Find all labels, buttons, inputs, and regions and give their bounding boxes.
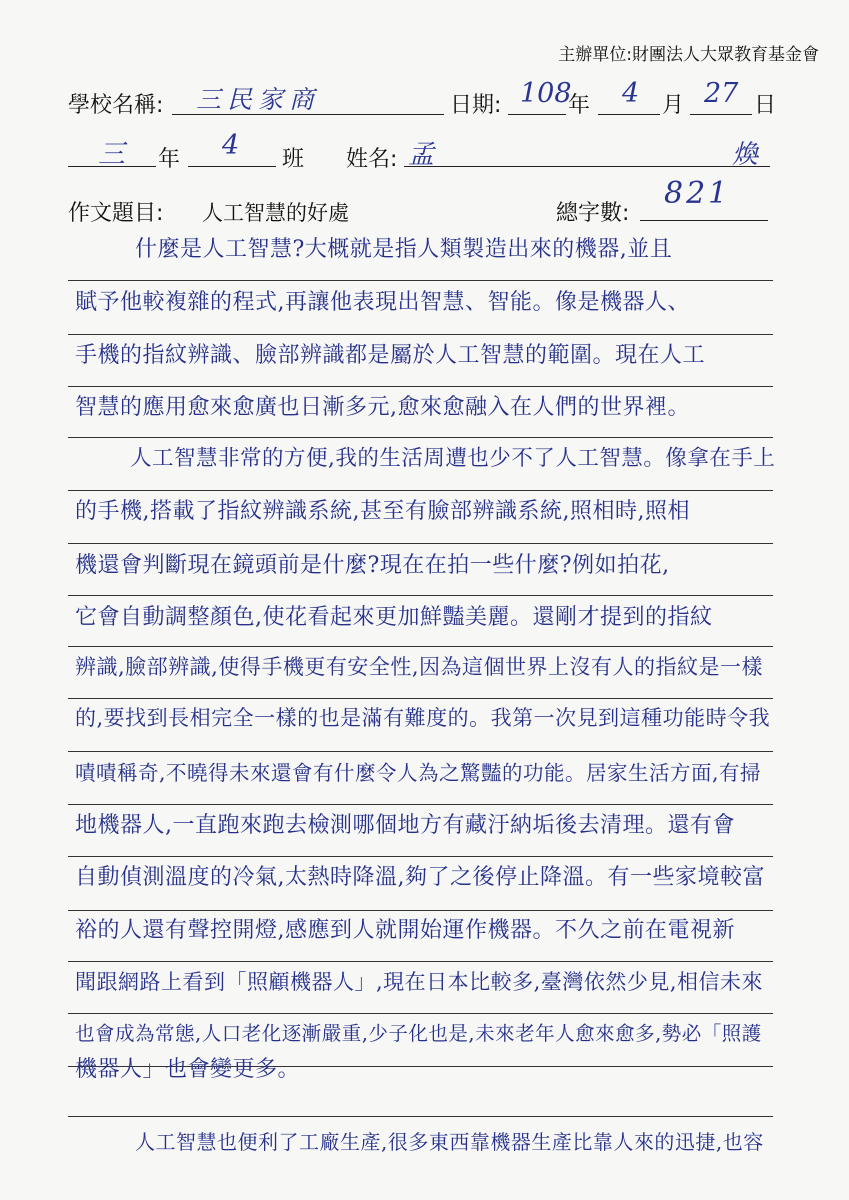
ruled-line	[68, 646, 773, 647]
ruled-line	[68, 961, 773, 962]
year-underline	[508, 114, 566, 115]
year-value: 108	[520, 78, 572, 109]
essay-line: 的,要找到長相完全一樣的也是滿有難度的。我第一次見到這種功能時令我	[75, 706, 771, 730]
essay-line: 也會成為常態,人口老化逐漸嚴重,少子化也是,未來老年人愈來愈多,勢必「照護	[75, 1022, 762, 1045]
ruled-line	[68, 1013, 773, 1014]
essay-line: 智慧的應用愈來愈廣也日漸多元,愈來愈融入在人們的世界裡。	[75, 395, 690, 420]
ruled-line	[68, 280, 773, 281]
essay-line: 什麼是人工智慧?大概就是指人類製造出來的機器,並且	[135, 237, 673, 262]
essay-line: 的手機,搭載了指紋辨識系統,甚至有臉部辨識系統,照相時,照相	[75, 499, 690, 524]
month-label: 月	[662, 93, 685, 118]
ruled-line	[68, 437, 773, 438]
ruled-line	[68, 856, 773, 857]
ruled-line	[68, 490, 773, 491]
essay-line: 機器人」也會變更多。	[75, 1057, 301, 1082]
class-value: 4	[222, 130, 240, 161]
date-label: 日期:	[450, 93, 502, 118]
essay-line: 地機器人,一直跑來跑去檢測哪個地方有藏汙納垢後去清理。還有會	[75, 813, 735, 838]
essay-line: 嘖嘖稱奇,不曉得未來還會有什麼令人為之驚豔的功能。居家生活方面,有掃	[75, 761, 762, 785]
grade-label: 年	[158, 147, 181, 172]
wordcount-value: 821	[664, 176, 731, 211]
topic-value: 人工智慧的好處	[202, 201, 349, 225]
school-value: 三民家商	[196, 85, 321, 114]
name-value-2: 煥	[732, 140, 759, 170]
essay-line: 機還會判斷現在鏡頭前是什麼?現在在拍一些什麼?例如拍花,	[75, 553, 670, 578]
ruled-line	[68, 804, 773, 805]
month-underline	[598, 114, 660, 115]
name-label: 姓名:	[346, 147, 398, 172]
wordcount-label: 總字數:	[556, 201, 630, 226]
school-label: 學校名稱:	[68, 93, 164, 118]
class-label: 班	[282, 147, 305, 172]
essay-line: 裕的人還有聲控開燈,感應到人就開始運作機器。不久之前在電視新	[75, 918, 735, 943]
essay-line: 辨識,臉部辨識,使得手機更有安全性,因為這個世界上沒有人的指紋是一樣	[75, 655, 764, 679]
grade-value: 三	[98, 139, 125, 170]
ruled-line	[68, 334, 773, 335]
ruled-line	[68, 910, 773, 911]
topic-label: 作文題目:	[68, 201, 164, 226]
ruled-line	[68, 698, 773, 699]
essay-line: 聞跟網路上看到「照顧機器人」,現在日本比較多,臺灣依然少見,相信未來	[75, 970, 764, 994]
day-underline	[690, 114, 752, 115]
organizer-label: 主辦單位:財團法人大眾教育基金會	[558, 45, 819, 65]
wordcount-underline	[640, 220, 768, 221]
year-label: 年	[568, 93, 591, 118]
essay-line: 人工智慧也便利了工廠生產,很多東西靠機器生產比靠人來的迅捷,也容	[135, 1130, 764, 1154]
ruled-line	[68, 751, 773, 752]
name-underline	[404, 166, 770, 167]
essay-line: 它會自動調整顏色,使花看起來更加鮮豔美麗。還剛才提到的指紋	[75, 605, 713, 630]
day-label: 日	[754, 93, 777, 118]
month-value: 4	[622, 78, 640, 109]
day-value: 27	[704, 78, 739, 109]
essay-line: 人工智慧非常的方便,我的生活周遭也少不了人工智慧。像拿在手上	[130, 446, 775, 471]
ruled-line	[68, 1116, 773, 1117]
essay-line: 賦予他較複雜的程式,再讓他表現出智慧、智能。像是機器人、	[75, 290, 690, 315]
class-underline	[188, 166, 276, 167]
essay-line: 手機的指紋辨識、臉部辨識都是屬於人工智慧的範圍。現在人工	[75, 343, 706, 368]
ruled-line	[68, 543, 773, 544]
name-value-1: 孟	[408, 140, 435, 170]
ruled-line	[68, 386, 773, 387]
essay-line: 自動偵測溫度的冷氣,太熱時降溫,夠了之後停止降溫。有一些家境較富	[75, 865, 765, 890]
ruled-line	[68, 595, 773, 596]
